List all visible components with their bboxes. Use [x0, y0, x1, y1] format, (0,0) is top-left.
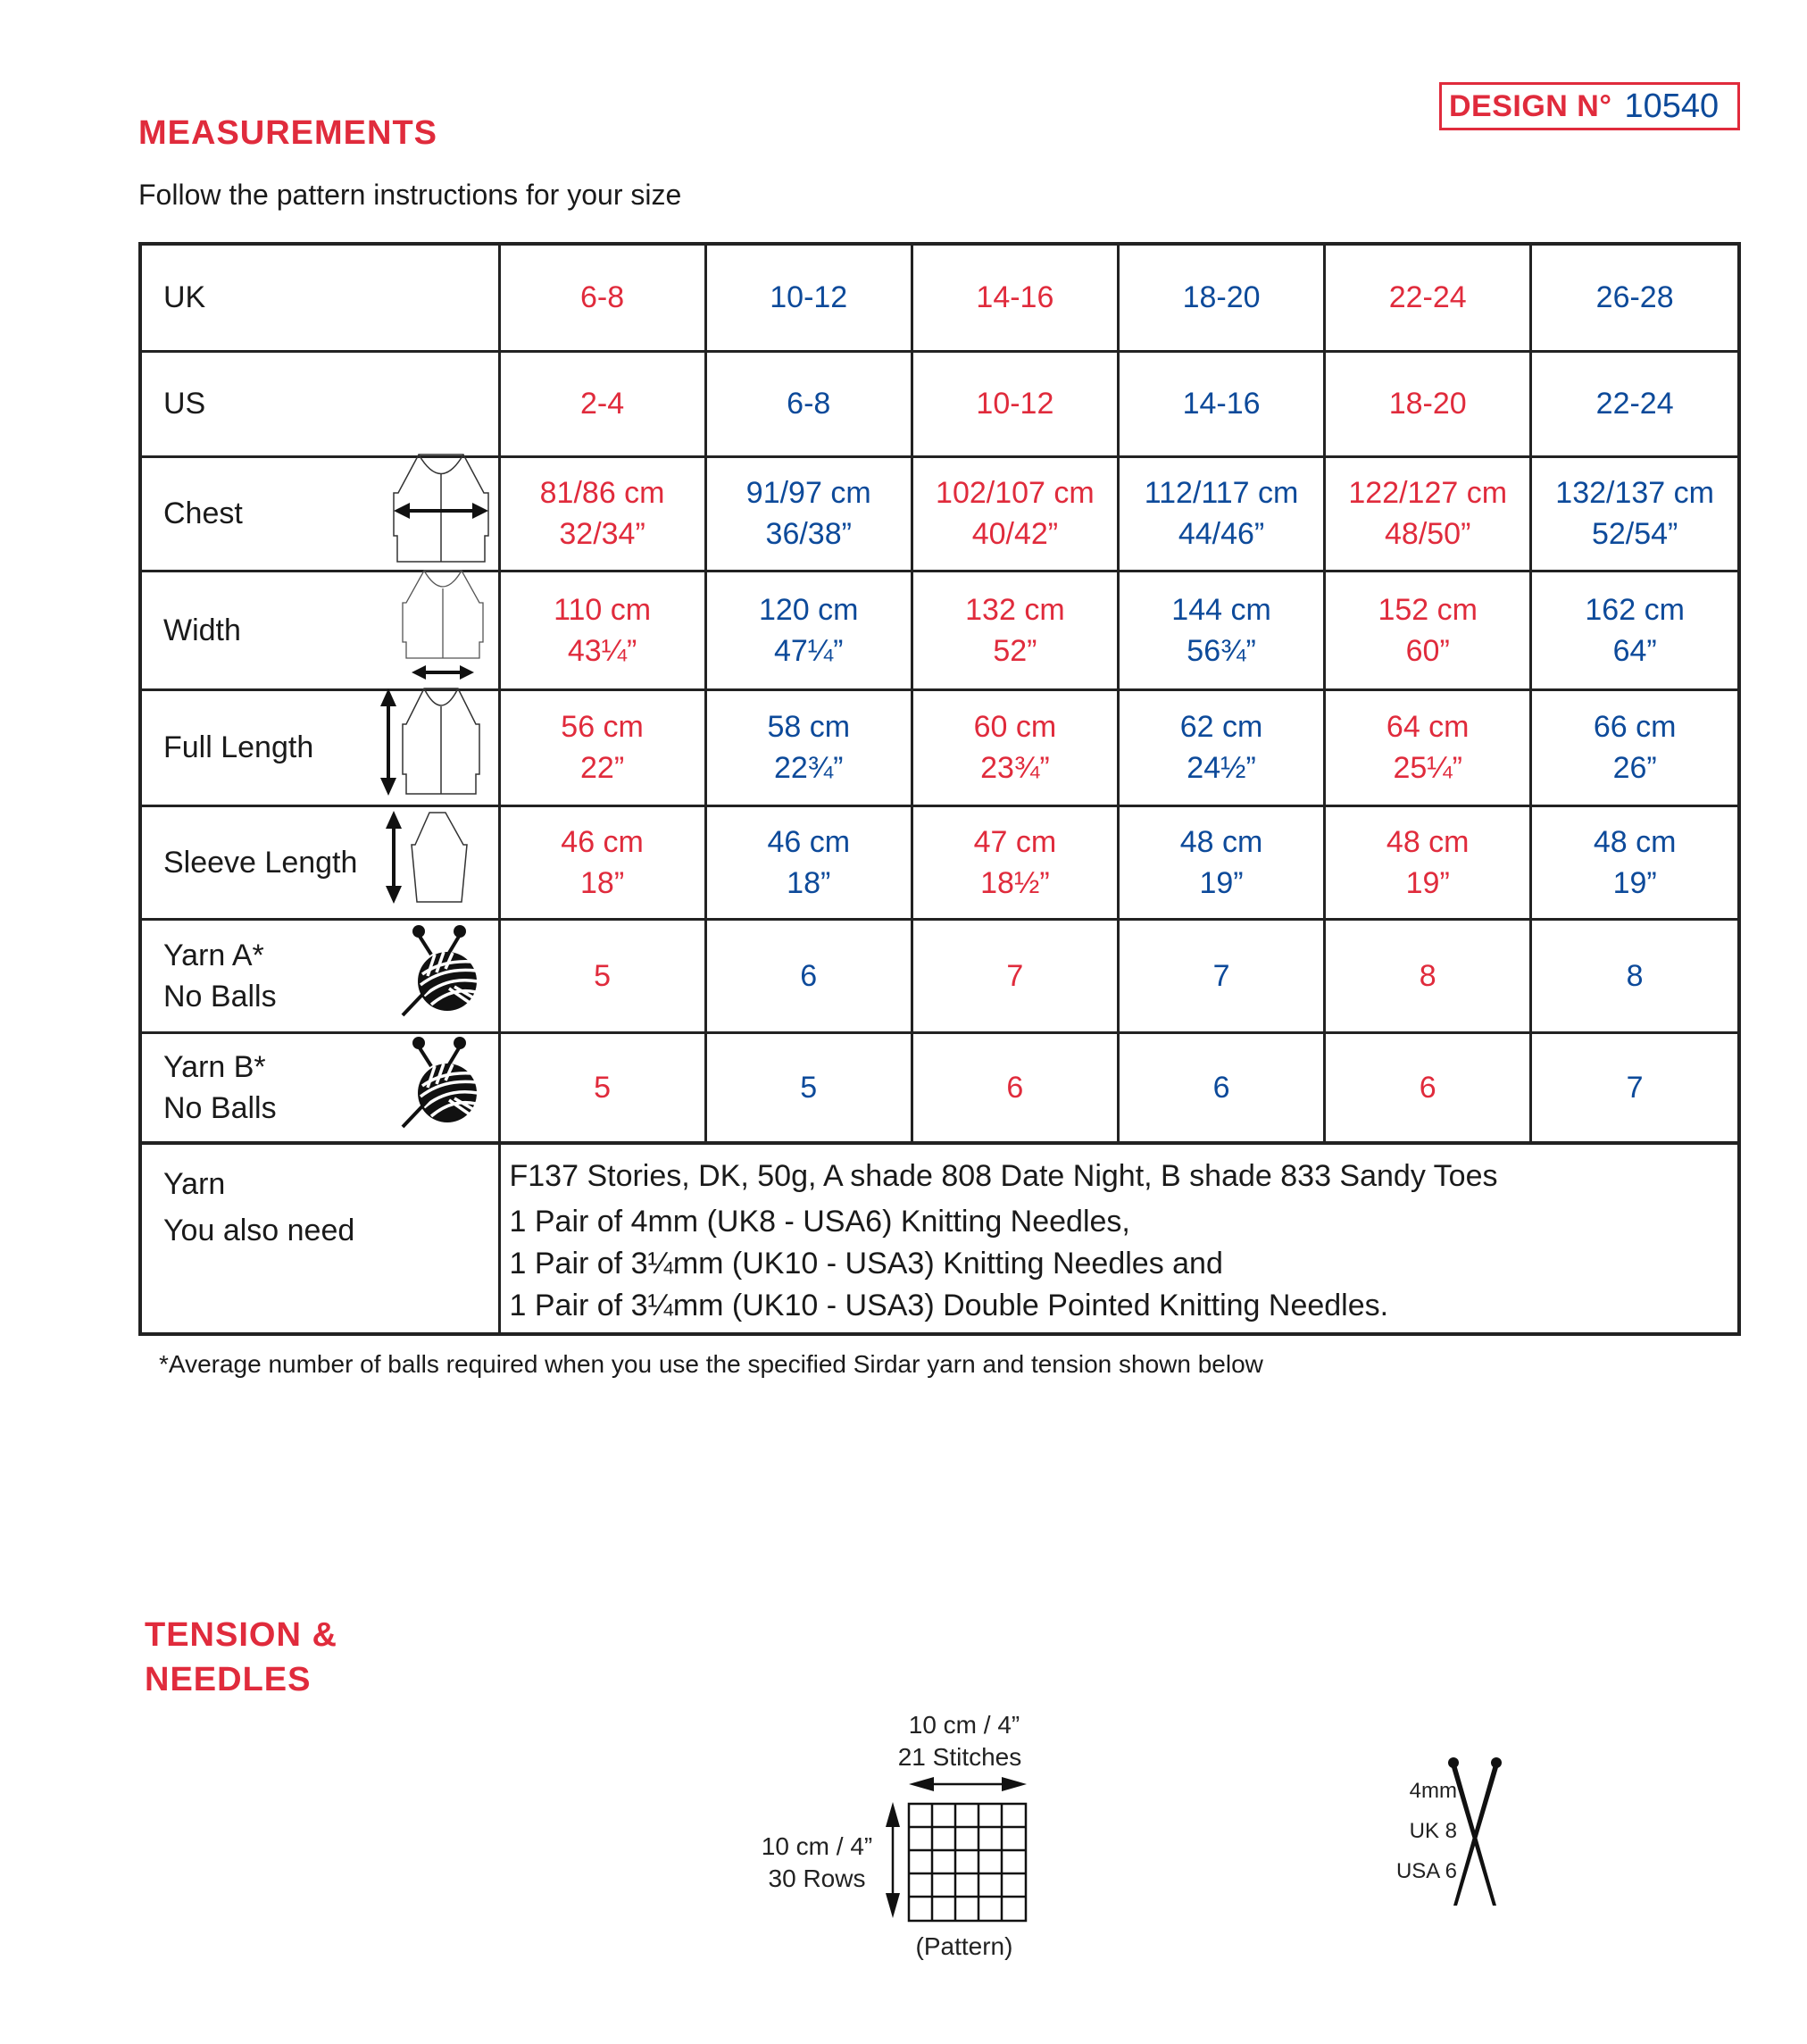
yarn-info-text [499, 1143, 1737, 1332]
yarn-ball-needles-icon [401, 1036, 481, 1139]
balls-cell: 7 [1118, 919, 1324, 1032]
cardigan-chest-arrow-icon [392, 453, 490, 574]
measure-cell: 110 cm 43¼” [499, 571, 705, 689]
needle-size-usa: USA 6 [1395, 1859, 1457, 1883]
balls-cell: 7 [1531, 1032, 1737, 1143]
crossed-needles-icon [1446, 1752, 1509, 1908]
balls-cell: 6 [1325, 1032, 1531, 1143]
measure-cell: 81/86 cm 32/34” [499, 456, 705, 571]
row-label-cell [142, 351, 499, 456]
row-full-length [142, 689, 1737, 805]
size-cell: 14-16 [1118, 351, 1324, 456]
needle-size-uk: UK 8 [1409, 1819, 1457, 1843]
intro-text: Follow the pattern instructions for your size [138, 179, 682, 211]
row-yarn-b-balls [142, 1032, 1737, 1143]
measure-cell: 62 cm 24½” [1118, 689, 1324, 805]
size-cell: 6-8 [499, 246, 705, 351]
measure-cell: 47 cm 18½” [912, 805, 1118, 919]
balls-cell: 7 [912, 919, 1118, 1032]
design-label: DESIGN N° [1449, 88, 1612, 123]
row-height-measure: 10 cm / 4” [761, 1832, 873, 1860]
measure-cell: 60 cm 23¾” [912, 689, 1118, 805]
balls-cell: 8 [1531, 919, 1737, 1032]
row-label-cell [142, 246, 499, 351]
measure-cell: 162 cm 64” [1531, 571, 1737, 689]
size-cell: 10-12 [705, 246, 912, 351]
measure-cell: 58 cm 22¾” [705, 689, 912, 805]
row-label-cell [142, 689, 499, 805]
measure-cell: 132 cm 52” [912, 571, 1118, 689]
size-cell: 22-24 [1531, 351, 1737, 456]
row-uk-sizes [142, 246, 1737, 351]
sleeve-length-arrow-icon [376, 809, 474, 916]
stitch-width-measure: 10 cm / 4” [908, 1711, 1020, 1739]
measurements-heading: MEASUREMENTS [138, 114, 438, 152]
cardigan-length-arrow-icon [376, 687, 492, 808]
row-label: Yarn B* No Balls [163, 1049, 277, 1125]
size-cell: 10-12 [912, 351, 1118, 456]
balls-cell: 6 [1118, 1032, 1324, 1143]
row-yarn-info [142, 1143, 1737, 1332]
size-cell: 2-4 [499, 351, 705, 456]
row-label-cell [142, 456, 499, 571]
row-sleeve-length [142, 805, 1737, 919]
measure-cell: 48 cm 19” [1531, 805, 1737, 919]
row-label: UK [163, 280, 206, 315]
swatch-grid-icon [732, 1697, 1089, 1973]
row-label: Chest [163, 496, 243, 530]
measure-cell: 120 cm 47¼” [705, 571, 912, 689]
swatch-caption: (Pattern) [915, 1932, 1013, 1960]
measurements-table [138, 242, 1741, 1336]
tension-swatch-diagram [732, 1697, 1089, 1973]
row-count: 30 Rows [768, 1865, 866, 1892]
row-width [142, 571, 1737, 689]
row-label-cell [142, 919, 499, 1032]
needle-requirement: 1 Pair of 4mm (UK8 - USA6) Knitting Needles, [509, 1205, 1130, 1239]
balls-cell: 8 [1325, 919, 1531, 1032]
yarn-label: Yarn [163, 1167, 226, 1201]
balls-cell: 5 [705, 1032, 912, 1143]
measure-cell: 102/107 cm 40/42” [912, 456, 1118, 571]
row-label: Sleeve Length [163, 845, 358, 880]
yarn-info-labels [142, 1143, 499, 1332]
tension-heading: TENSION & NEEDLES [145, 1616, 337, 1698]
measure-cell: 132/137 cm 52/54” [1531, 456, 1737, 571]
measure-cell: 48 cm 19” [1325, 805, 1531, 919]
measure-cell: 56 cm 22” [499, 689, 705, 805]
measure-cell: 64 cm 25¼” [1325, 689, 1531, 805]
row-label: Full Length [163, 730, 314, 764]
size-cell: 22-24 [1325, 246, 1531, 351]
balls-cell: 6 [705, 919, 912, 1032]
balls-cell: 5 [499, 1032, 705, 1143]
row-yarn-a-balls [142, 919, 1737, 1032]
measure-cell: 46 cm 18” [499, 805, 705, 919]
row-label: Yarn A* No Balls [163, 938, 277, 1014]
measure-cell: 152 cm 60” [1325, 571, 1531, 689]
needle-requirement: 1 Pair of 3¼mm (UK10 - USA3) Knitting Needles and [509, 1247, 1223, 1281]
needle-size-mm: 4mm [1409, 1779, 1457, 1803]
measure-cell: 91/97 cm 36/38” [705, 456, 912, 571]
cardigan-width-arrow-icon [399, 569, 485, 692]
design-number-badge [1439, 82, 1740, 130]
yarn-description: F137 Stories, DK, 50g, A shade 808 Date Night, B shade 833 Sandy Toes [509, 1159, 1498, 1193]
row-label-cell [142, 805, 499, 919]
measure-cell: 144 cm 56¾” [1118, 571, 1324, 689]
also-need-label: You also need [163, 1214, 355, 1247]
measure-cell: 122/127 cm 48/50” [1325, 456, 1531, 571]
row-label: US [163, 387, 206, 421]
measure-cell: 66 cm 26” [1531, 689, 1737, 805]
balls-cell: 6 [912, 1032, 1118, 1143]
needle-size-diagram [1339, 1732, 1562, 1911]
size-cell: 18-20 [1325, 351, 1531, 456]
needle-requirement: 1 Pair of 3¼mm (UK10 - USA3) Double Pointed Knitting Needles. [509, 1289, 1389, 1322]
row-label-cell [142, 571, 499, 689]
balls-cell: 5 [499, 919, 705, 1032]
stitch-count: 21 Stitches [897, 1743, 1022, 1771]
yarn-ball-needles-icon [401, 924, 481, 1028]
row-label-cell [142, 1032, 499, 1143]
design-number: 10540 [1624, 87, 1720, 125]
row-chest [142, 456, 1737, 571]
measure-cell: 46 cm 18” [705, 805, 912, 919]
size-cell: 18-20 [1118, 246, 1324, 351]
size-cell: 6-8 [705, 351, 912, 456]
size-cell: 14-16 [912, 246, 1118, 351]
size-cell: 26-28 [1531, 246, 1737, 351]
row-label: Width [163, 613, 241, 647]
footnote: *Average number of balls required when you use the specified Sirdar yarn and tension shown below [159, 1350, 1263, 1378]
measure-cell: 112/117 cm 44/46” [1118, 456, 1324, 571]
row-us-sizes [142, 351, 1737, 456]
measure-cell: 48 cm 19” [1118, 805, 1324, 919]
